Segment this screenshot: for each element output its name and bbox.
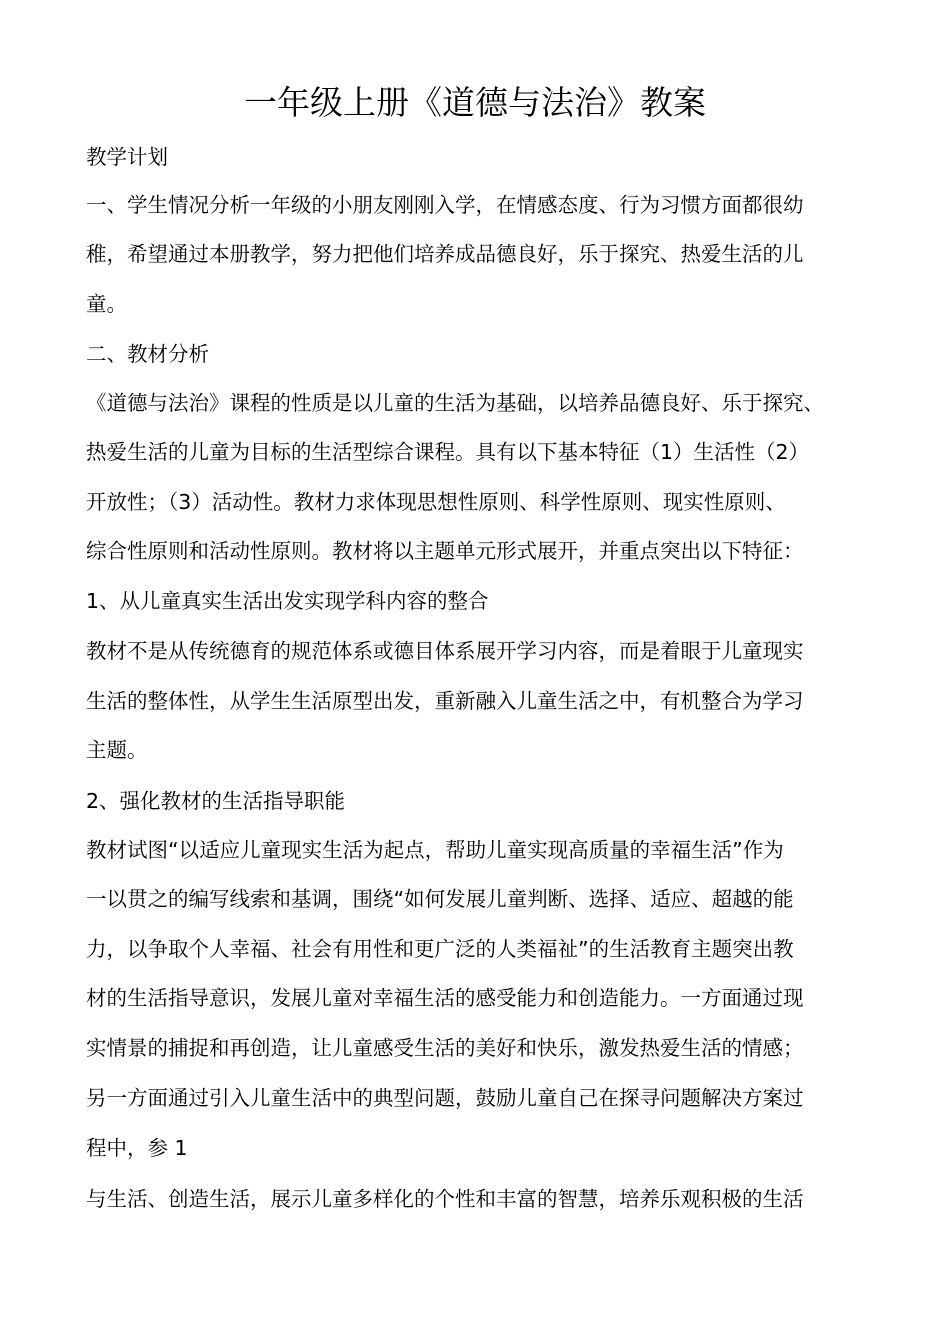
subheading-integration: 1、从儿童真实生活出发实现学科内容的整合: [86, 589, 489, 613]
paragraph-line: 主题。: [86, 738, 148, 762]
paragraph-line: 热爱生活的儿童为目标的生活型综合课程。具有以下基本特征（1）生活性（2）: [86, 440, 810, 464]
paragraph-line: 童。: [86, 292, 127, 316]
paragraph-line: 教材试图“以适应儿童现实生活为起点，帮助儿童实现高质量的幸福生活”作为: [86, 838, 784, 862]
heading-teaching-plan: 教学计划: [86, 145, 168, 169]
subheading-life-guidance: 2、强化教材的生活指导职能: [86, 789, 346, 813]
paragraph-line: 开放性；（3）活动性。教材力求体现思想性原则、科学性原则、现实性原则、: [86, 490, 786, 514]
document-title: 一年级上册《道德与法治》教案: [244, 83, 706, 122]
paragraph-line: 生活的整体性，从学生生活原型出发，重新融入儿童生活之中，有机整合为学习: [86, 689, 804, 713]
section-heading-textbook-analysis: 二、教材分析: [86, 342, 209, 366]
paragraph-line: 材的生活指导意识，发展儿童对幸福生活的感受能力和创造能力。一方面通过现: [86, 986, 804, 1010]
paragraph-line: 教材不是从传统德育的规范体系或德目体系展开学习内容，而是着眼于儿童现实: [86, 639, 804, 663]
paragraph-line: 《道德与法治》课程的性质是以儿童的生活为基础，以培养品德良好、乐于探究、: [86, 391, 824, 415]
paragraph-line: 力，以争取个人幸福、社会有用性和更广泛的人类福祉”的生活教育主题突出教: [86, 937, 794, 961]
paragraph-line: 稚，希望通过本册教学，努力把他们培养成品德良好，乐于探究、热爱生活的儿: [86, 242, 804, 266]
paragraph-line: 与生活、创造生活，展示儿童多样化的个性和丰富的智慧，培养乐观积极的生活: [86, 1187, 804, 1211]
paragraph-line: 一以贯之的编写线索和基调，围绕“如何发展儿童判断、选择、适应、超越的能: [86, 887, 794, 911]
paragraph-line: 实情景的捕捉和再创造，让儿童感受生活的美好和快乐，激发热爱生活的情感；: [86, 1036, 804, 1060]
paragraph-line: 综合性原则和活动性原则。教材将以主题单元形式展开，并重点突出以下特征：: [86, 539, 804, 563]
paragraph-line: 程中，参 1: [86, 1136, 188, 1160]
paragraph-line: 另一方面通过引入儿童生活中的典型问题，鼓励儿童自己在探寻问题解决方案过: [86, 1086, 804, 1110]
paragraph-line: 一、学生情况分析一年级的小朋友刚刚入学，在情感态度、行为习惯方面都很幼: [86, 193, 804, 217]
